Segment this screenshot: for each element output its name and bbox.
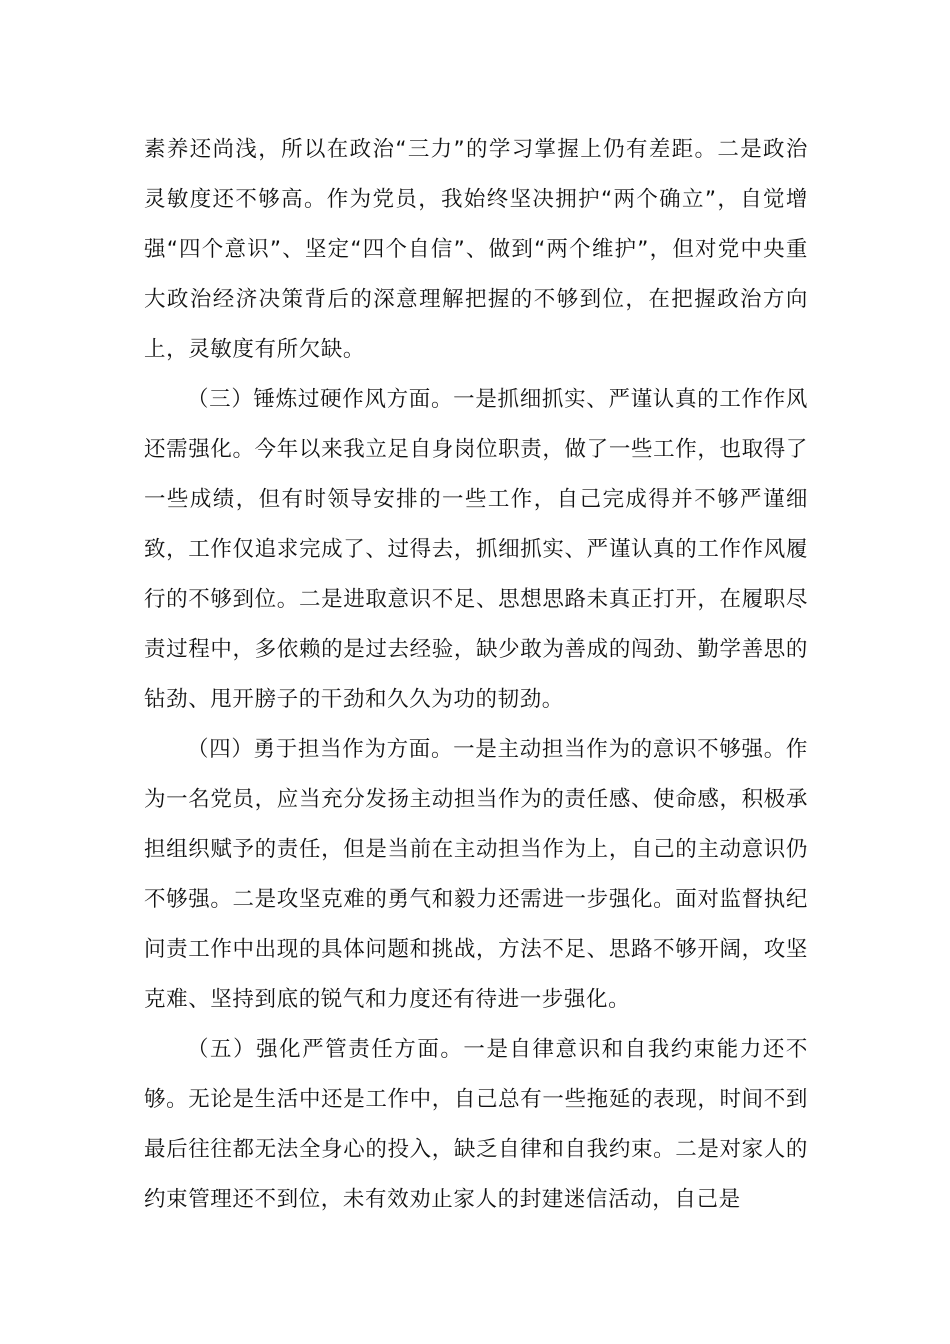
paragraph-work-style: （三）锤炼过硬作风方面。一是抓细抓实、严谨认真的工作作风还需强化。今年以来我立足自身岗位职责，做了一些工作，也取得了一些成绩，但有时领导安排的一些工作，自己完成得并不够严谨细致，工作仅追求完成了、过得去，抓细抓实、严谨认真的工作作风履行的不够到位。二是进取意识不足、思想思路未真正打开，在履职尽责过程中，多依赖的是过去经验，缺少敢为善成的闯劲、勤学善思的钻劲、甩开膀子的干劲和久久为功的韧劲。 — [144, 387, 808, 712]
paragraph-political-sensitivity: 素养还尚浅，所以在政治“三力”的学习掌握上仍有差距。二是政治灵敏度还不够高。作为党员，我始终坚决拥护“两个确立”，自觉增强“四个意识”、坚定“四个自信”、做到“两个维护”，但对党中央重大政治经济决策背后的深意理解把握的不够到位，在把握政治方向上，灵敏度有所欠缺。 — [144, 137, 808, 362]
document-body — [144, 125, 808, 1225]
paragraph-responsibility: （四）勇于担当作为方面。一是主动担当作为的意识不够强。作为一名党员，应当充分发扬主动担当作为的责任感、使命感，积极承担组织赋予的责任，但是当前在主动担当作为上，自己的主动意识仍不够强。二是攻坚克难的勇气和毅力还需进一步强化。面对监督执纪问责工作中出现的具体问题和挑战，方法不足、思路不够开阔，攻坚克难、坚持到底的锐气和力度还有待进一步强化。 — [144, 737, 808, 1012]
paragraph-strict-management: （五）强化严管责任方面。一是自律意识和自我约束能力还不够。无论是生活中还是工作中，自己总有一些拖延的表现，时间不到最后往往都无法全身心的投入，缺乏自律和自我约束。二是对家人的约束管理还不到位，未有效劝止家人的封建迷信活动，自己是 — [144, 1037, 808, 1212]
